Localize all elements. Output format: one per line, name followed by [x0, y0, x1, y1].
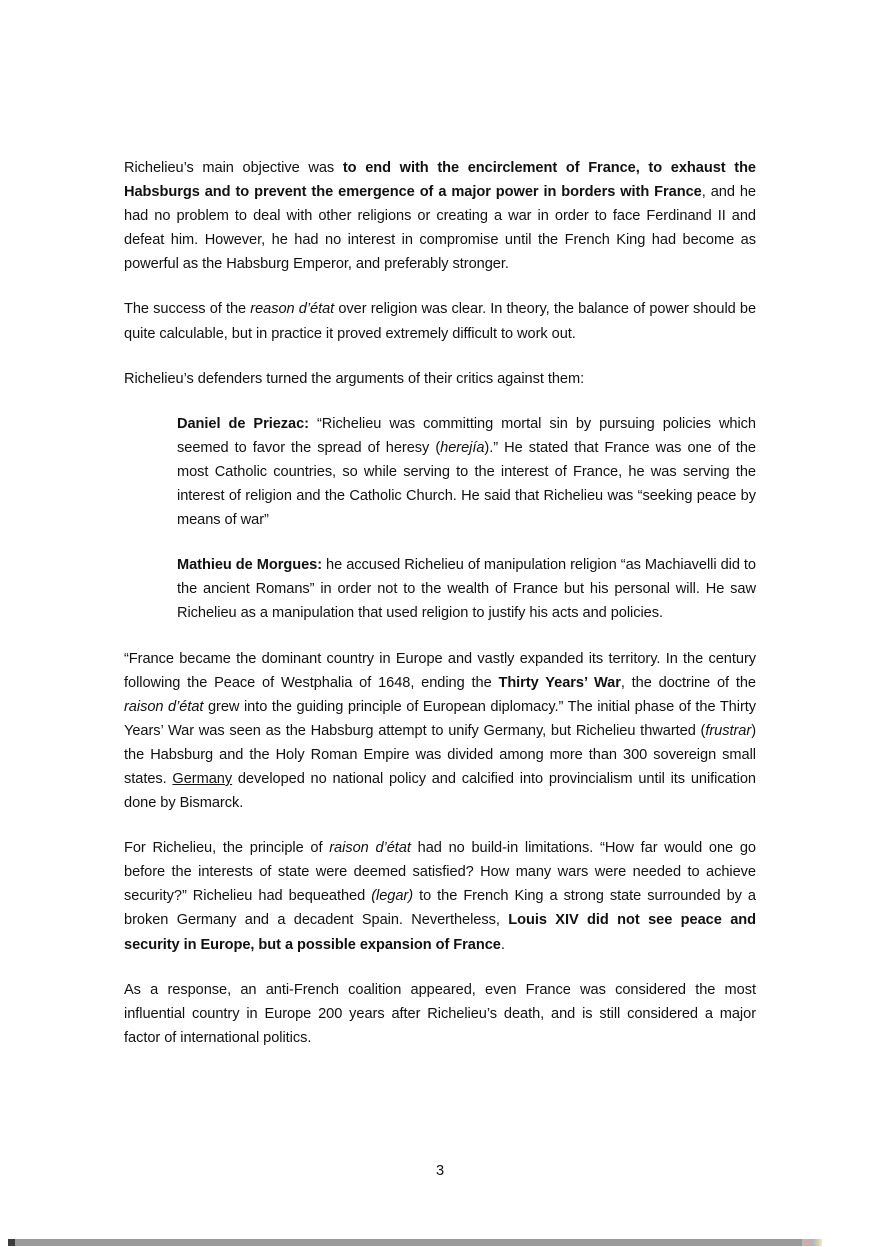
quote-text-segment: he accused Richelieu of manipulation religion “as Machiavelli did to the ancient Romans” in order not to the wealth of France but his personal will. He saw Richelieu as a manipulation that used religion to justify his acts and policies.: [177, 557, 756, 622]
paragraph-text-segment: grew into the guiding principle of European diplomacy.” The initial phase of the Thirty Years’ War was seen as the Habsburg attempt to unify Germany, but Richelieu thwarted (: [124, 698, 756, 739]
paragraph-bold-segment: Louis XIV did not see peace and security in Europe, but a possible expansion of France: [124, 912, 756, 953]
quote-mathieu-de-morgues: [124, 553, 756, 625]
paragraph-italic-segment: frustrar: [705, 722, 752, 739]
paragraph-text-segment: The success of the: [124, 301, 251, 318]
paragraph-text-segment: had no build-in limitations. “How far would one go before the interests of state were deemed satisfied? How many wars were needed to achieve security?” Richelieu had bequeathed: [124, 840, 756, 905]
paragraph-text-segment: For Richelieu, the principle of: [124, 840, 330, 857]
paragraph-bold-segment: Thirty Years’ War: [498, 674, 621, 691]
paragraph-text-segment: ) the Habsburg and the Holy Roman Empire was divided among more than 300 sovereign small states.: [124, 722, 756, 787]
paragraph-text-segment: .: [500, 936, 505, 953]
paragraph-text-segment: “France became the dominant country in Europe and vastly expanded its territory. In the century following the Peace of Westphalia of 1648, ending the: [124, 650, 756, 691]
quote-daniel-de-priezac: [124, 412, 756, 532]
quote-speaker-name: Daniel de Priezac:: [177, 415, 309, 432]
paragraph-italic-segment: raison d’état: [329, 840, 411, 857]
paragraph-text-segment: to the French King a strong state surrounded by a broken Germany and a decadent Spain. Nevertheless,: [124, 888, 757, 929]
document-body: [124, 156, 756, 1050]
paragraph-bold-segment: to end with the encirclement of France, to exhaust the Habsburgs and to prevent the emergence of a major power in borders with France: [124, 160, 757, 201]
paragraph-raison-detat-limits: [124, 836, 756, 956]
quote-text-segment: ).” He stated that France was one of the most Catholic countries, so while serving to the interest of France, he was serving the interest of religion and the Catholic Church. He said that Richelieu was “seeking peace by means of war”: [177, 439, 756, 529]
scrollbar-right-marker[interactable]: [802, 1239, 822, 1246]
paragraph-reason-detat: [124, 297, 756, 345]
paragraph-text-segment: Richelieu’s main objective was: [124, 160, 343, 176]
paragraph-underlined-segment: Germany: [172, 770, 233, 787]
paragraph-defenders-intro: Richelieu’s defenders turned the arguments of their critics against them:: [124, 370, 585, 387]
paragraph-text-segment: , and he had no problem to deal with other religions or creating a war in order to face Ferdinand II and defeat him. However, he had no interest in compromise until the French King had become as powerful as the Habsburg Emperor, and preferably stronger.: [124, 184, 756, 273]
quote-italic-segment: herejía: [440, 439, 485, 456]
paragraph-richelieu-objective: [124, 156, 756, 276]
quote-speaker-name: Mathieu de Morgues:: [177, 557, 323, 574]
paragraph-text-segment: , the doctrine of the: [620, 674, 756, 691]
paragraph-italic-segment: reason d’état: [250, 301, 335, 318]
page-number: 3: [435, 1163, 445, 1177]
horizontal-scrollbar-thumb[interactable]: [14, 1239, 820, 1246]
paragraph-france-dominant: [124, 647, 756, 816]
paragraph-italic-segment: raison d’état: [124, 698, 204, 715]
paragraph-text-segment: developed no national policy and calcified into provincialism until its unification done by Bismarck.: [124, 770, 756, 812]
paragraph-text-segment: over religion was clear. In theory, the balance of power should be quite calculable, but in practice it proved extremely difficult to work out.: [124, 301, 757, 342]
paragraph-anti-french-coalition: As a response, an anti-French coalition appeared, even France was considered the most influential country in Europe 200 years after Richelieu’s death, and is still considered a major factor of international politics.: [124, 981, 756, 1046]
quote-text-segment: “Richelieu was committing mortal sin by pursuing policies which seemed to favor the spread of heresy (: [177, 415, 757, 456]
scrollbar-left-marker[interactable]: [8, 1239, 15, 1246]
paragraph-italic-segment: (legar): [371, 888, 414, 905]
